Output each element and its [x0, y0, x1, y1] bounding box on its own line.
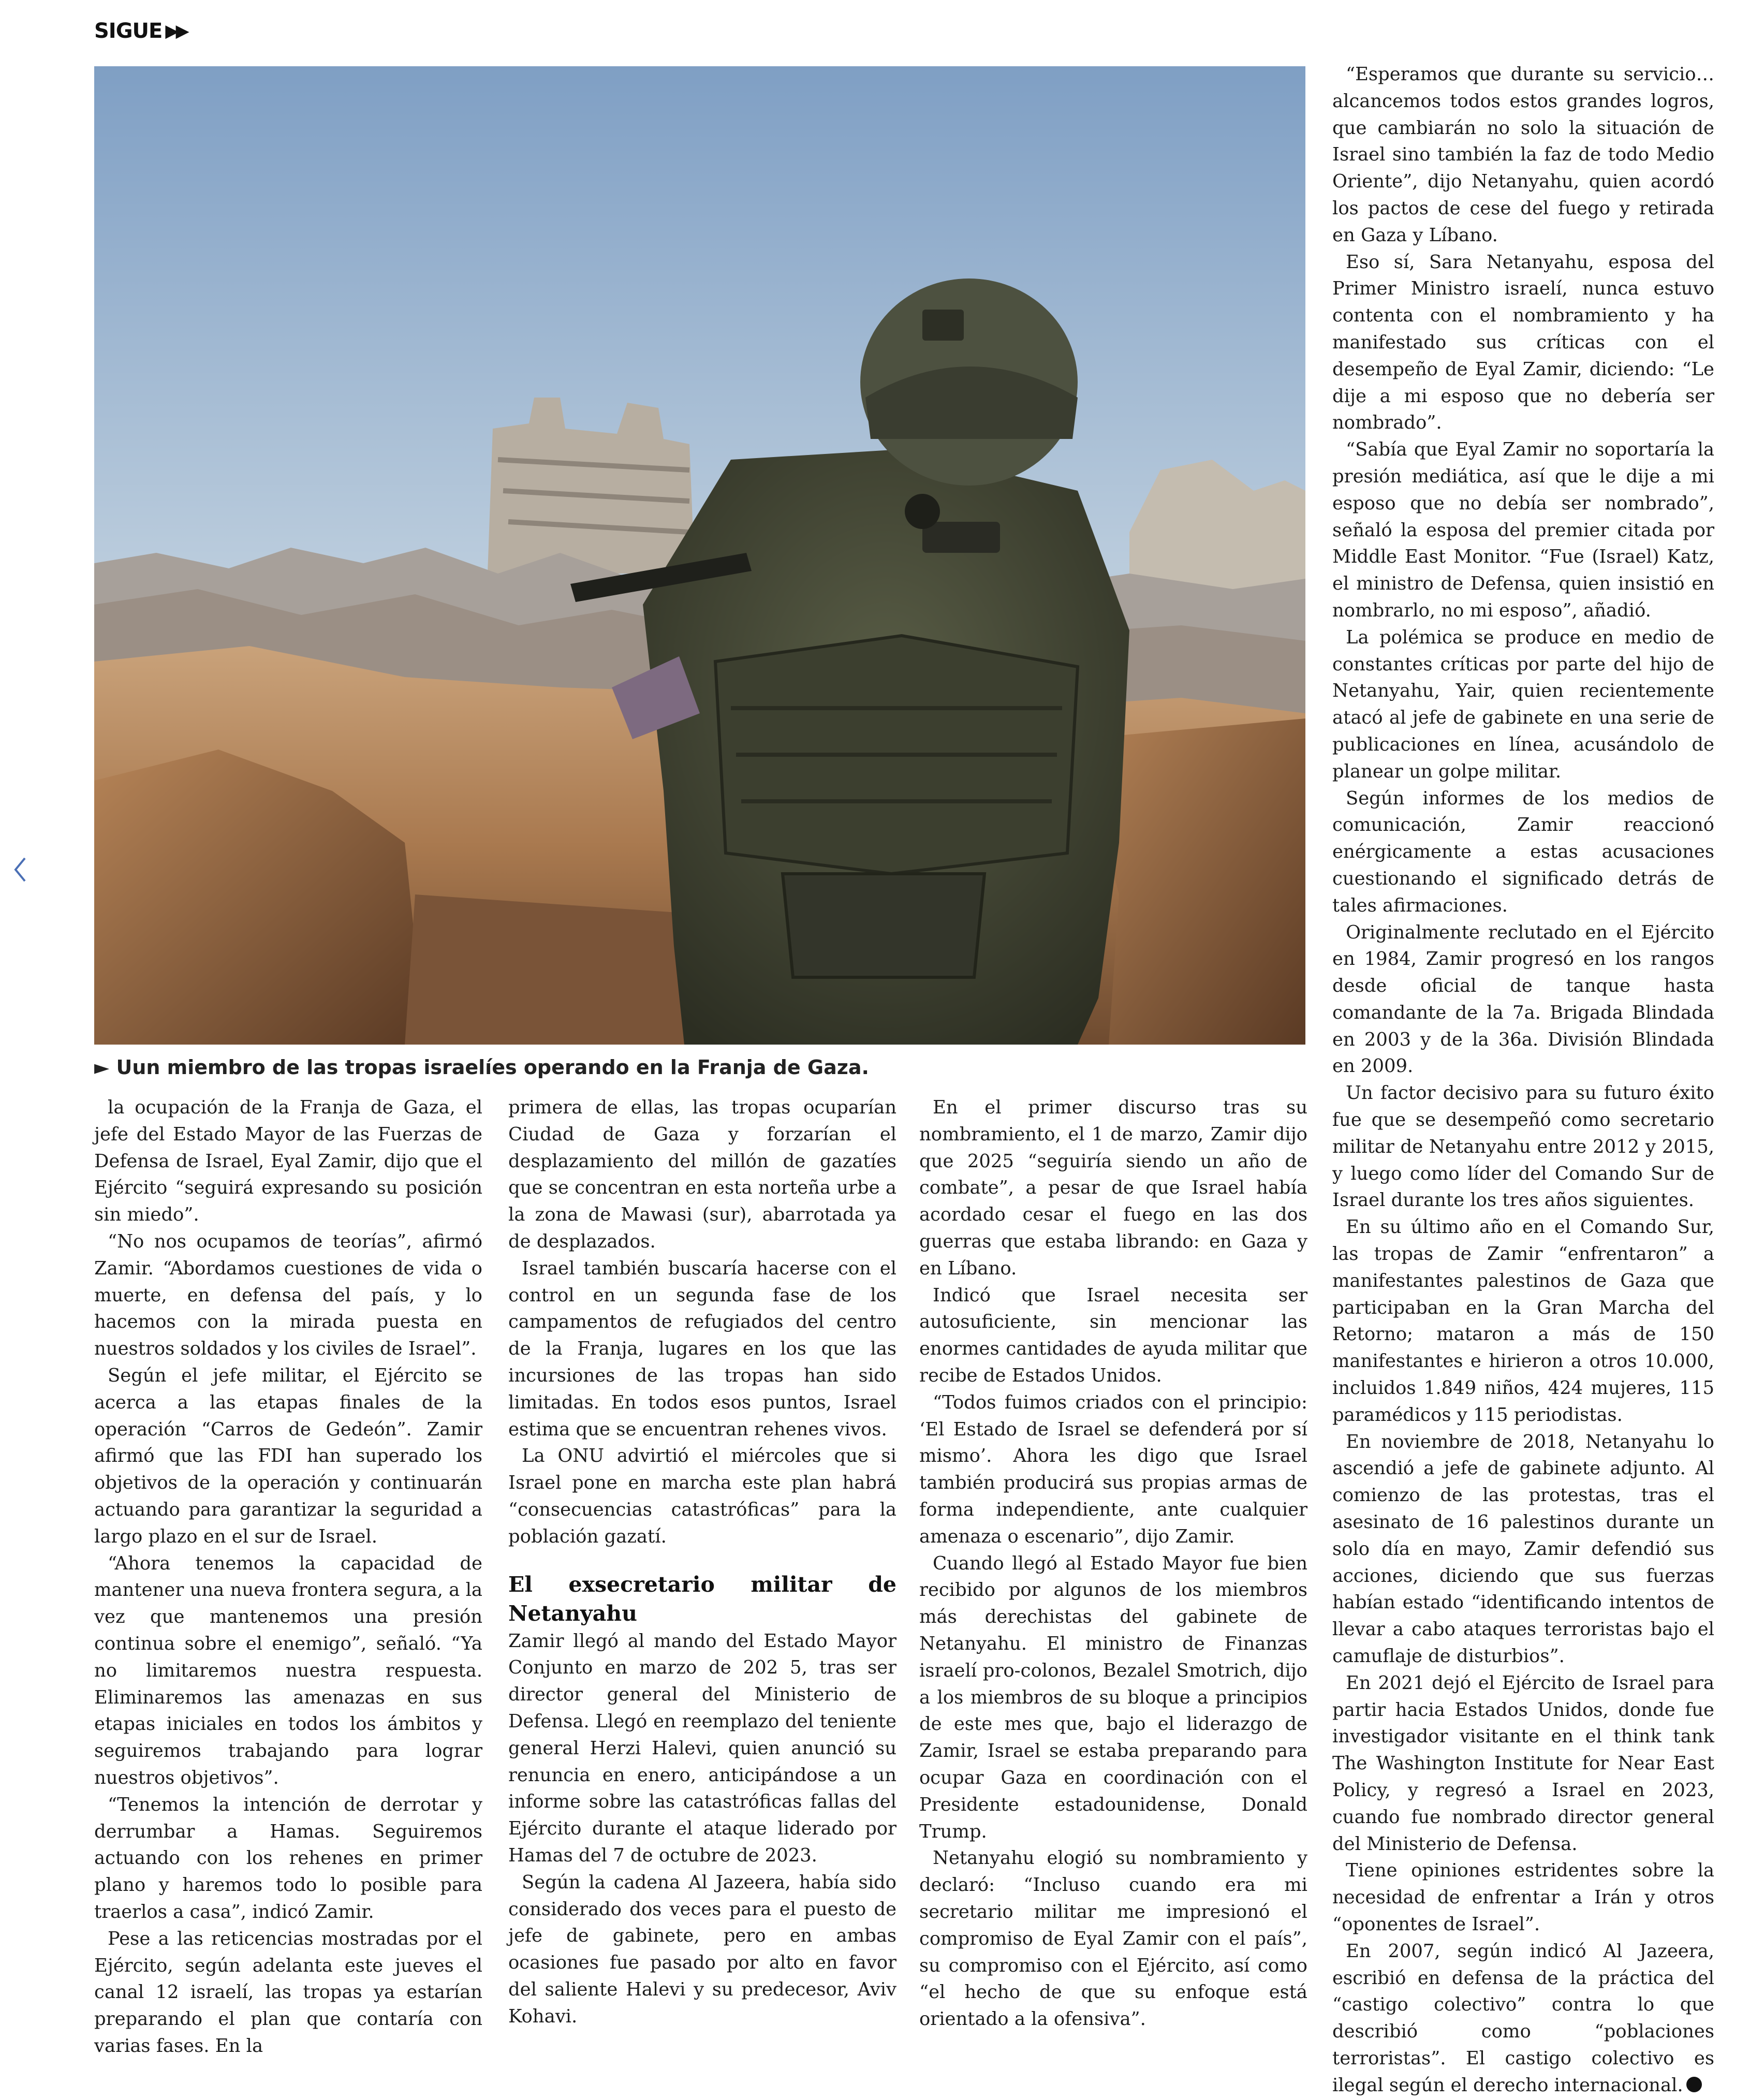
chevron-left-icon [12, 855, 28, 884]
paragraph: Originalmente reclutado en el Ejército en 1984, Zamir progresó en los rangos desde oficial de tanque hasta comandante de la 7a. Brigada Blindada en 2003 y de la 36a. División Blindada en 2009. [1332, 921, 1714, 1077]
paragraph-last [1332, 1938, 1714, 2099]
paragraph: Un factor decisivo para su futuro éxito fue que se desempeñó como secretario militar de Netanyahu entre 2012 y 2015, y luego como líder del Comando Sur de Israel durante los tres años siguientes. [1332, 1082, 1714, 1211]
article-column-3 [919, 1094, 1307, 2033]
paragraph: “Sabía que Eyal Zamir no soportaría la presión mediática, así que le dije a mi esposo que no debía ser nombrado”, señaló la esposa del premier citada por Middle East Monitor. “Fue (Israel) Katz, el ministro de Defensa, quien insistió en nombrarlo, no mi esposo”, añadió. [1332, 439, 1714, 621]
caption-text: Uun miembro de las tropas israelíes operando en la Franja de Gaza. [116, 1056, 869, 1079]
paragraph: Eso sí, Sara Netanyahu, esposa del Primer Ministro israelí, nunca estuvo contenta con el nombramiento y ha manifestado sus críticas con el desempeño de Eyal Zamir, diciendo: “Le dije a mi esposo que no debería ser nombrado”. [1332, 251, 1714, 434]
paragraph: La ONU advirtió el miércoles que si Israel pone en marcha este plan habrá “consecuencias catastróficas” para la población gazatí. [508, 1445, 896, 1547]
paragraph: En el primer discurso tras su nombramiento, el 1 de marzo, Zamir dijo que 2025 “seguiría siendo un año de combate”, a pesar de que Israel había acordado cesar el fuego en las dos guerras que estaba librando: en Gaza y en Líbano. [919, 1097, 1307, 1279]
photo-caption [94, 1054, 1305, 1081]
caption-marker-icon: ► [94, 1056, 110, 1079]
paragraph: Zamir llegó al mando del Estado Mayor Conjunto en marzo de 202 5, tras ser director general del Ministerio de Defensa. Llegó en reemplazo del teniente general Herzi Halevi, quien anunció su renuncia en enero, anticipándose a un informe sobre las catastróficas fallas del Ejército durante el ataque liderado por Hamas del 7 de octubre de 2023. [508, 1630, 896, 1866]
article-column-2 [508, 1094, 896, 2030]
paragraph: “Todos fuimos criados con el principio: ‘El Estado de Israel se defenderá por sí mismo’. Ahora les digo que Israel también producirá sus propias armas de forma independiente, ante cualquier amenaza o escenario”, dijo Zamir. [919, 1391, 1307, 1547]
article-photo [94, 66, 1305, 1045]
paragraph: “Esperamos que durante su servicio… alcancemos todos estos grandes logros, que cambiarán no solo la situación de Israel sino también la faz de todo Medio Oriente”, dijo Netanyahu, quien acordó los pactos de cese del fuego y retirada en Gaza y Líbano. [1332, 64, 1714, 246]
paragraph: “Tenemos la intención de derrotar y derrumbar a Hamas. Seguiremos actuando con los rehenes en primer plano y haremos todo lo posible para traerlos a casa”, indicó Zamir. [94, 1794, 482, 1922]
paragraph: La polémica se produce en medio de constantes críticas por parte del hijo de Netanyahu, Yair, quien recientemente atacó al jefe de gabinete en una serie de publicaciones en línea, acusándolo de planear un golpe militar. [1332, 626, 1714, 782]
article-subhead: El exsecretario militar de Netanyahu [508, 1572, 896, 1626]
header-arrows-icon: ▶▶ [165, 21, 186, 41]
soldier-photo-illustration [94, 66, 1305, 1045]
paragraph-text: En 2007, según indicó Al Jazeera, escribió en defensa de la práctica del “castigo colectivo” contra lo que describió como “poblaciones terroristas”. El castigo colectivo es ilegal según el derecho internacional. [1332, 1940, 1714, 2096]
paragraph: “Ahora tenemos la capacidad de mantener una nueva frontera segura, a la vez que mantenemos una presión continua sobre el enemigo”, señaló. “Ya no limitaremos nuestra respuesta. Eliminaremos las amenazas en sus etapas iniciales en todos los ámbitos y seguiremos trabajando para lograr nuestros objetivos”. [94, 1552, 482, 1788]
paragraph: En su último año en el Comando Sur, las tropas de Zamir “enfrentaron” a manifestantes palestinos de Gaza que participaban en la Gran Marcha del Retorno; mataron a más de 150 manifestantes e hirieron a otros 10.000, incluidos 1.849 niños, 424 mujeres, 115 paramédicos y 115 periodistas. [1332, 1216, 1714, 1426]
paragraph: Israel también buscaría hacerse con el control en un segunda fase de los campamentos de refugiados del centro de la Franja, lugares en los que las incursiones de las tropas han sido limitadas. En todos esos puntos, Israel estima que se encuentran rehenes vivos. [508, 1257, 896, 1440]
article-column-1 [94, 1094, 482, 2060]
paragraph: Según el jefe militar, el Ejército se acerca a las etapas finales de la operación “Carros de Gedeón”. Zamir afirmó que las FDI han superado los objetivos de la operación y continuarán actuando para garantizar la seguridad a largo plazo en el sur de Israel. [94, 1364, 482, 1547]
paragraph: En noviembre de 2018, Netanyahu lo ascendió a jefe de gabinete adjunto. Al comienzo de las protestas, tras el asesinato de 16 palestinos durante un solo día en mayo, Zamir defendió sus acciones, diciendo que sus fuerzas habían estado “identificando intentos de llevar a cabo ataques terroristas bajo el camuflaje de disturbios”. [1332, 1431, 1714, 1667]
paragraph: En 2021 dejó el Ejército de Israel para partir hacia Estados Unidos, donde fue investigador visitante en el think tank The Washington Institute for Near East Policy, y regresó a Israel en 2023, cuando fue nombrado director general del Ministerio de Defensa. [1332, 1672, 1714, 1855]
paragraph: Tiene opiniones estridentes sobre la necesidad de enfrentar a Irán y otros “oponentes de Israel”. [1332, 1860, 1714, 1935]
section-header [94, 16, 186, 47]
paragraph: la ocupación de la Franja de Gaza, el jefe del Estado Mayor de las Fuerzas de Defensa de Israel, Eyal Zamir, dijo que el Ejército “seguirá expresando su posición sin miedo”. [94, 1097, 482, 1226]
paragraph: Netanyahu elogió su nombramiento y declaró: “Incluso cuando era mi secretario militar me impresionó el compromiso de Eyal Zamir con el país”, su compromiso con el Ejército, así como “el hecho de que su enfoque está orientado a la ofensiva”. [919, 1847, 1307, 2030]
header-label: SIGUE [94, 19, 163, 43]
paragraph: Cuando llegó al Estado Mayor fue bien recibido por algunos de los miembros más derechistas del gabinete de Netanyahu. El ministro de Finanzas israelí pro-colonos, Bezalel Smotrich, dijo a los miembros de su bloque a principios de este mes que, bajo el liderazgo de Zamir, Israel se estaba preparando para ocupar Gaza en coordinación con el Presidente estadounidense, Donald Trump. [919, 1552, 1307, 1842]
paragraph: Según la cadena Al Jazeera, había sido considerado dos veces para el puesto de jefe de gabinete, pero en ambas ocasiones fue pasado por alto en favor del saliente Halevi y su predecesor, Aviv Kohavi. [508, 1871, 896, 2027]
paragraph: primera de ellas, las tropas ocuparían Ciudad de Gaza y forzarían el desplazamiento del millón de gazatíes que se concentran en esta norteña urbe a la zona de Mawasi (sur), abarrotada ya de desplazados. [508, 1097, 896, 1252]
previous-page-button[interactable] [7, 849, 33, 890]
end-of-article-icon [1686, 2077, 1702, 2092]
article-column-4 [1332, 61, 1714, 2099]
paragraph: Según informes de los medios de comunicación, Zamir reaccionó enérgicamente a estas acusaciones cuestionando el significado detrás de tales afirmaciones. [1332, 787, 1714, 916]
paragraph: “No nos ocupamos de teorías”, afirmó Zamir. “Abordamos cuestiones de vida o muerte, en defensa del país, y lo hacemos con la mirada puesta en nuestros soldados y los civiles de Israel”. [94, 1230, 482, 1360]
paragraph: Indicó que Israel necesita ser autosuficiente, sin mencionar las enormes cantidades de ayuda militar que recibe de Estados Unidos. [919, 1284, 1307, 1386]
paragraph: Pese a las reticencias mostradas por el Ejército, según adelanta este jueves el canal 12 israelí, las tropas ya estarían preparando el plan que contaría con varias fases. En la [94, 1928, 482, 2057]
